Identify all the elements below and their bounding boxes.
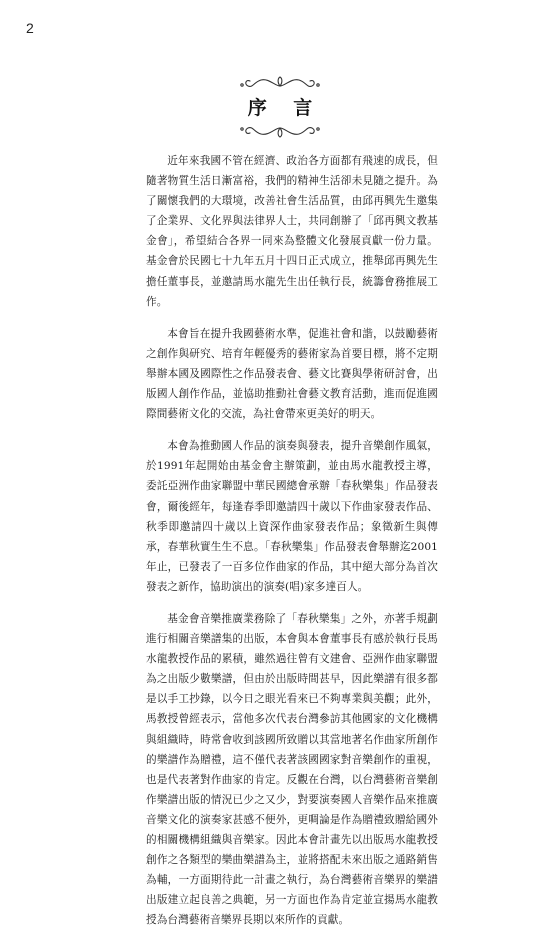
paragraph-spring-autumn-concerts: 本會為推動國人作品的演奏與發表，提升音樂創作風氣，於1991年起開始由基金會主辦策劃，並由馬水龍教授主導，委託亞洲作曲家聯盟中華民國總會承辦「春秋樂集」作品發表會，爾後經年，每逢春季即邀請四十歲以下作曲家發表作品、秋季即邀請四十歲以上資深作曲家發表作品；象徵新生與傳承，春華秋實生生不息。「春秋樂集」作品發表會舉辦迄2001年止，已發表了一百多位作曲家的作品，其中絕大部分為首次發表之新作，協助演出的演奏(唱)家多達百人。 <box>146 440 438 593</box>
ornament-top <box>0 73 560 91</box>
paragraph-score-publication: 基金會音樂推廣業務除了「春秋樂集」之外，亦著手規劃進行相關音樂譜集的出版，本會與本會董事長有感於執行長馬水龍教授作品的累積，雖然過往曾有文建會、亞洲作曲家聯盟為之出版少數樂譜，但由於出版時間甚早，因此樂譜有很多都是以手工抄錄，以今日之眼光看來已不夠專業與美觀；此外，馬教授曾經表示，當他多次代表台灣參訪其他國家的文化機構與組織時，時常會收到該國所致贈以其當地著名作曲家所創作的樂譜作為贈禮，這不僅代表著該國國家對音樂創作的重視，也是代表著對作曲家的肯定。反觀在台灣，以台灣藝術音樂創作樂譜出版的情況已少之又少，對要演奏國人音樂作品來推廣音樂文化的演奏家甚感不便外，更啁論是作為贈禮致贈給國外的相關機構組織與音樂家。因此本會計畫先以出版馬水龍教授創作之各類型的樂曲樂譜為主，並將搭配未來出版之通路銷售為輔，一方面期待此一計畫之執行，為台灣藝術音樂界的樂譜出版建立起良善之典範，另一方面也作為肯定並宣揚馬水龍教授為台灣藝術音樂界長期以來所作的貢獻。 <box>146 612 438 927</box>
scroll-flourish-icon <box>239 74 321 90</box>
scroll-flourish-icon <box>239 124 321 140</box>
page-number: 2 <box>26 20 34 36</box>
paragraph-founding: 近年來我國不管在經濟、政治各方面都有飛速的成長，但隨著物質生活日漸富裕，我們的精神生活卻未見隨之提升。為了關懷我們的大環境，改善社會生活品質，由邱再興先生邀集了企業界、文化界與法律界人士，共同創辦了「邱再興文教基金會」，希望結合各界一同來為整體文化發展貢獻一份力量。基金會於民國七十九年五月十四日正式成立，推舉邱再興先生擔任董事長，並邀請馬水龍先生出任執行長，統籌會務推展工作。 <box>146 155 438 308</box>
preface-body <box>146 151 438 942</box>
page-title: 序 言 <box>247 97 323 119</box>
ornament-bottom <box>0 123 560 141</box>
paragraph-mission: 本會旨在提升我國藝術水準，促進社會和諧，以鼓勵藝術之創作與研究、培育年輕優秀的藝術家為首要目標，將不定期舉辦本國及國際性之作品發表會、藝文比賽與學術研討會，出版國人創作作品，並協助推動社會藝文教育活動，進而促進國際間藝術文化的交流，為社會帶來更美好的明天。 <box>146 327 438 421</box>
